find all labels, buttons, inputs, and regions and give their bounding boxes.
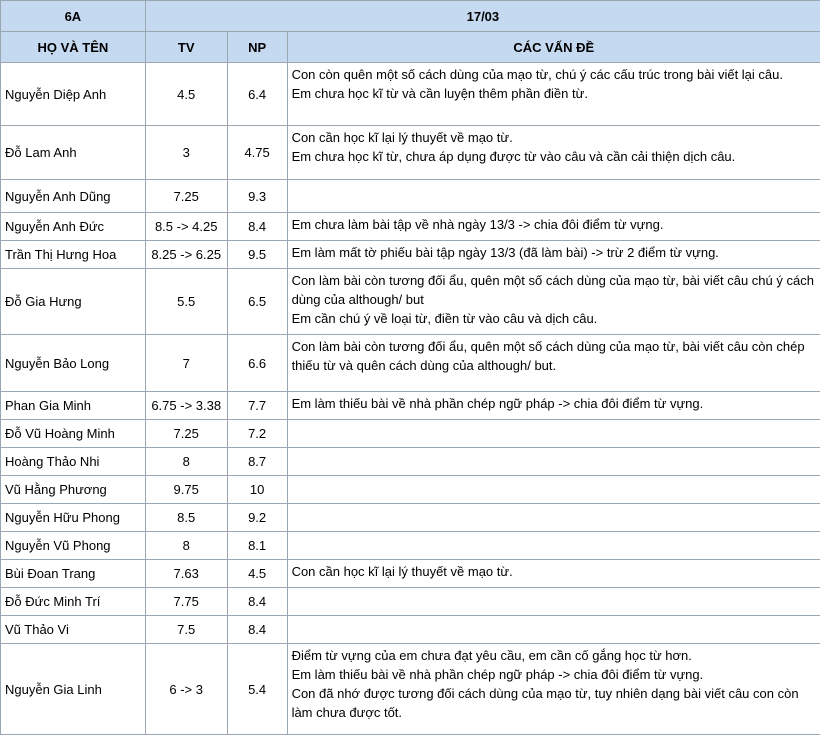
student-name-cell[interactable]: Nguyễn Hữu Phong xyxy=(1,504,146,532)
header-np[interactable]: NP xyxy=(227,32,287,63)
tv-score-cell[interactable]: 7.25 xyxy=(145,180,227,213)
tv-score-cell[interactable]: 5.5 xyxy=(145,269,227,335)
tv-score-cell[interactable]: 7.5 xyxy=(145,616,227,644)
table-row xyxy=(1,241,820,269)
issues-cell[interactable] xyxy=(287,504,820,532)
issue-text: Em làm mất tờ phiếu bài tập ngày 13/3 (đã làm bài) -> trừ 2 điểm từ vựng. xyxy=(292,243,816,262)
issue-text: Con làm bài còn tương đối ẩu, quên một số cách dùng của mạo từ, bài viết câu chú ý cách dùng của although/ but xyxy=(292,271,816,309)
issue-text: Em chưa học kĩ từ, chưa áp dụng được từ vào câu và cần cải thiện dịch câu. xyxy=(292,147,816,166)
tv-score-cell[interactable]: 7.25 xyxy=(145,420,227,448)
np-score-cell[interactable]: 6.6 xyxy=(227,335,287,392)
issue-text: Điểm từ vựng của em chưa đạt yêu cầu, em cần cố gắng học từ hơn. xyxy=(292,646,816,665)
issues-cell[interactable] xyxy=(287,560,820,588)
issue-text: Con làm bài còn tương đối ẩu, quên một số cách dùng của mạo từ, bài viết câu còn chép thiếu từ và quên cách dùng của although/ but. xyxy=(292,337,816,375)
np-score-cell[interactable]: 8.7 xyxy=(227,448,287,476)
student-name-cell[interactable]: Đỗ Vũ Hoàng Minh xyxy=(1,420,146,448)
header-tv[interactable]: TV xyxy=(145,32,227,63)
tv-score-cell[interactable]: 7.63 xyxy=(145,560,227,588)
issues-cell[interactable] xyxy=(287,241,820,269)
table-row xyxy=(1,335,820,392)
issues-cell[interactable] xyxy=(287,269,820,335)
student-name-cell[interactable]: Nguyễn Gia Linh xyxy=(1,644,146,735)
table-row xyxy=(1,269,820,335)
student-name-cell[interactable]: Trần Thị Hưng Hoa xyxy=(1,241,146,269)
student-name-cell[interactable]: Bùi Đoan Trang xyxy=(1,560,146,588)
class-name-cell[interactable]: 6A xyxy=(1,1,146,32)
table-row xyxy=(1,392,820,420)
issues-cell[interactable] xyxy=(287,616,820,644)
table-row xyxy=(1,63,820,126)
np-score-cell[interactable]: 9.2 xyxy=(227,504,287,532)
tv-score-cell[interactable]: 8 xyxy=(145,448,227,476)
issue-text: Em làm thiếu bài về nhà phần chép ngữ pháp -> chia đôi điểm từ vựng. xyxy=(292,394,816,413)
student-name-cell[interactable]: Vũ Thảo Vi xyxy=(1,616,146,644)
student-name-cell[interactable]: Nguyễn Anh Đức xyxy=(1,213,146,241)
tv-score-cell[interactable]: 8.5 -> 4.25 xyxy=(145,213,227,241)
student-name-cell[interactable]: Đỗ Đức Minh Trí xyxy=(1,588,146,616)
table-row xyxy=(1,420,820,448)
column-header-row xyxy=(1,32,820,63)
table-row xyxy=(1,126,820,180)
issues-cell[interactable] xyxy=(287,532,820,560)
issue-text: Con đã nhớ được tương đối cách dùng của mạo từ, tuy nhiên dạng bài viết câu con còn làm chưa được tốt. xyxy=(292,684,816,722)
tv-score-cell[interactable]: 8 xyxy=(145,532,227,560)
student-name-cell[interactable]: Nguyễn Diệp Anh xyxy=(1,63,146,126)
table-row xyxy=(1,213,820,241)
student-name-cell[interactable]: Đỗ Gia Hưng xyxy=(1,269,146,335)
date-cell[interactable]: 17/03 xyxy=(145,1,820,32)
np-score-cell[interactable]: 8.4 xyxy=(227,588,287,616)
np-score-cell[interactable]: 4.75 xyxy=(227,126,287,180)
issues-cell[interactable] xyxy=(287,448,820,476)
issue-text: Con còn quên một số cách dùng của mạo từ, chú ý các cấu trúc trong bài viết lại câu. xyxy=(292,65,816,84)
table-row xyxy=(1,644,820,735)
issue-text: Em cần chú ý về loại từ, điền từ vào câu và dịch câu. xyxy=(292,309,816,328)
tv-score-cell[interactable]: 9.75 xyxy=(145,476,227,504)
student-name-cell[interactable]: Vũ Hằng Phương xyxy=(1,476,146,504)
tv-score-cell[interactable]: 6 -> 3 xyxy=(145,644,227,735)
np-score-cell[interactable]: 8.1 xyxy=(227,532,287,560)
issues-cell[interactable] xyxy=(287,63,820,126)
issues-cell[interactable] xyxy=(287,588,820,616)
issue-text: Em chưa học kĩ từ và cần luyện thêm phần điền từ. xyxy=(292,84,816,103)
np-score-cell[interactable]: 5.4 xyxy=(227,644,287,735)
np-score-cell[interactable]: 9.5 xyxy=(227,241,287,269)
issue-text: Em làm thiếu bài về nhà phần chép ngữ pháp -> chia đôi điểm từ vựng. xyxy=(292,665,816,684)
table-row xyxy=(1,588,820,616)
issue-text: Con cần học kĩ lại lý thuyết về mạo từ. xyxy=(292,562,816,581)
tv-score-cell[interactable]: 8.25 -> 6.25 xyxy=(145,241,227,269)
header-issues[interactable]: CÁC VẤN ĐỀ xyxy=(287,32,820,63)
np-score-cell[interactable]: 9.3 xyxy=(227,180,287,213)
issues-cell[interactable] xyxy=(287,126,820,180)
np-score-cell[interactable]: 6.5 xyxy=(227,269,287,335)
tv-score-cell[interactable]: 7 xyxy=(145,335,227,392)
student-name-cell[interactable]: Nguyễn Bảo Long xyxy=(1,335,146,392)
title-row xyxy=(1,1,820,32)
issues-cell[interactable] xyxy=(287,644,820,735)
issues-cell[interactable] xyxy=(287,180,820,213)
issues-cell[interactable] xyxy=(287,335,820,392)
tv-score-cell[interactable]: 6.75 -> 3.38 xyxy=(145,392,227,420)
np-score-cell[interactable]: 6.4 xyxy=(227,63,287,126)
issues-cell[interactable] xyxy=(287,476,820,504)
np-score-cell[interactable]: 7.2 xyxy=(227,420,287,448)
issues-cell[interactable] xyxy=(287,392,820,420)
student-name-cell[interactable]: Đỗ Lam Anh xyxy=(1,126,146,180)
tv-score-cell[interactable]: 8.5 xyxy=(145,504,227,532)
tv-score-cell[interactable]: 4.5 xyxy=(145,63,227,126)
np-score-cell[interactable]: 10 xyxy=(227,476,287,504)
student-name-cell[interactable]: Phan Gia Minh xyxy=(1,392,146,420)
np-score-cell[interactable]: 4.5 xyxy=(227,560,287,588)
issues-cell[interactable] xyxy=(287,213,820,241)
table-row xyxy=(1,616,820,644)
table-row xyxy=(1,560,820,588)
table-row xyxy=(1,504,820,532)
table-row xyxy=(1,532,820,560)
table-row xyxy=(1,476,820,504)
student-name-cell[interactable]: Nguyễn Anh Dũng xyxy=(1,180,146,213)
issues-cell[interactable] xyxy=(287,420,820,448)
student-name-cell[interactable]: Hoàng Thảo Nhi xyxy=(1,448,146,476)
tv-score-cell[interactable]: 3 xyxy=(145,126,227,180)
np-score-cell[interactable]: 8.4 xyxy=(227,616,287,644)
table-row xyxy=(1,448,820,476)
np-score-cell[interactable]: 7.7 xyxy=(227,392,287,420)
student-name-cell[interactable]: Nguyễn Vũ Phong xyxy=(1,532,146,560)
header-name[interactable]: HỌ VÀ TÊN xyxy=(1,32,146,63)
table-row xyxy=(1,180,820,213)
np-score-cell[interactable]: 8.4 xyxy=(227,213,287,241)
tv-score-cell[interactable]: 7.75 xyxy=(145,588,227,616)
issue-text: Con cần học kĩ lại lý thuyết về mạo từ. xyxy=(292,128,816,147)
issue-text: Em chưa làm bài tập về nhà ngày 13/3 -> chia đôi điểm từ vựng. xyxy=(292,215,816,234)
